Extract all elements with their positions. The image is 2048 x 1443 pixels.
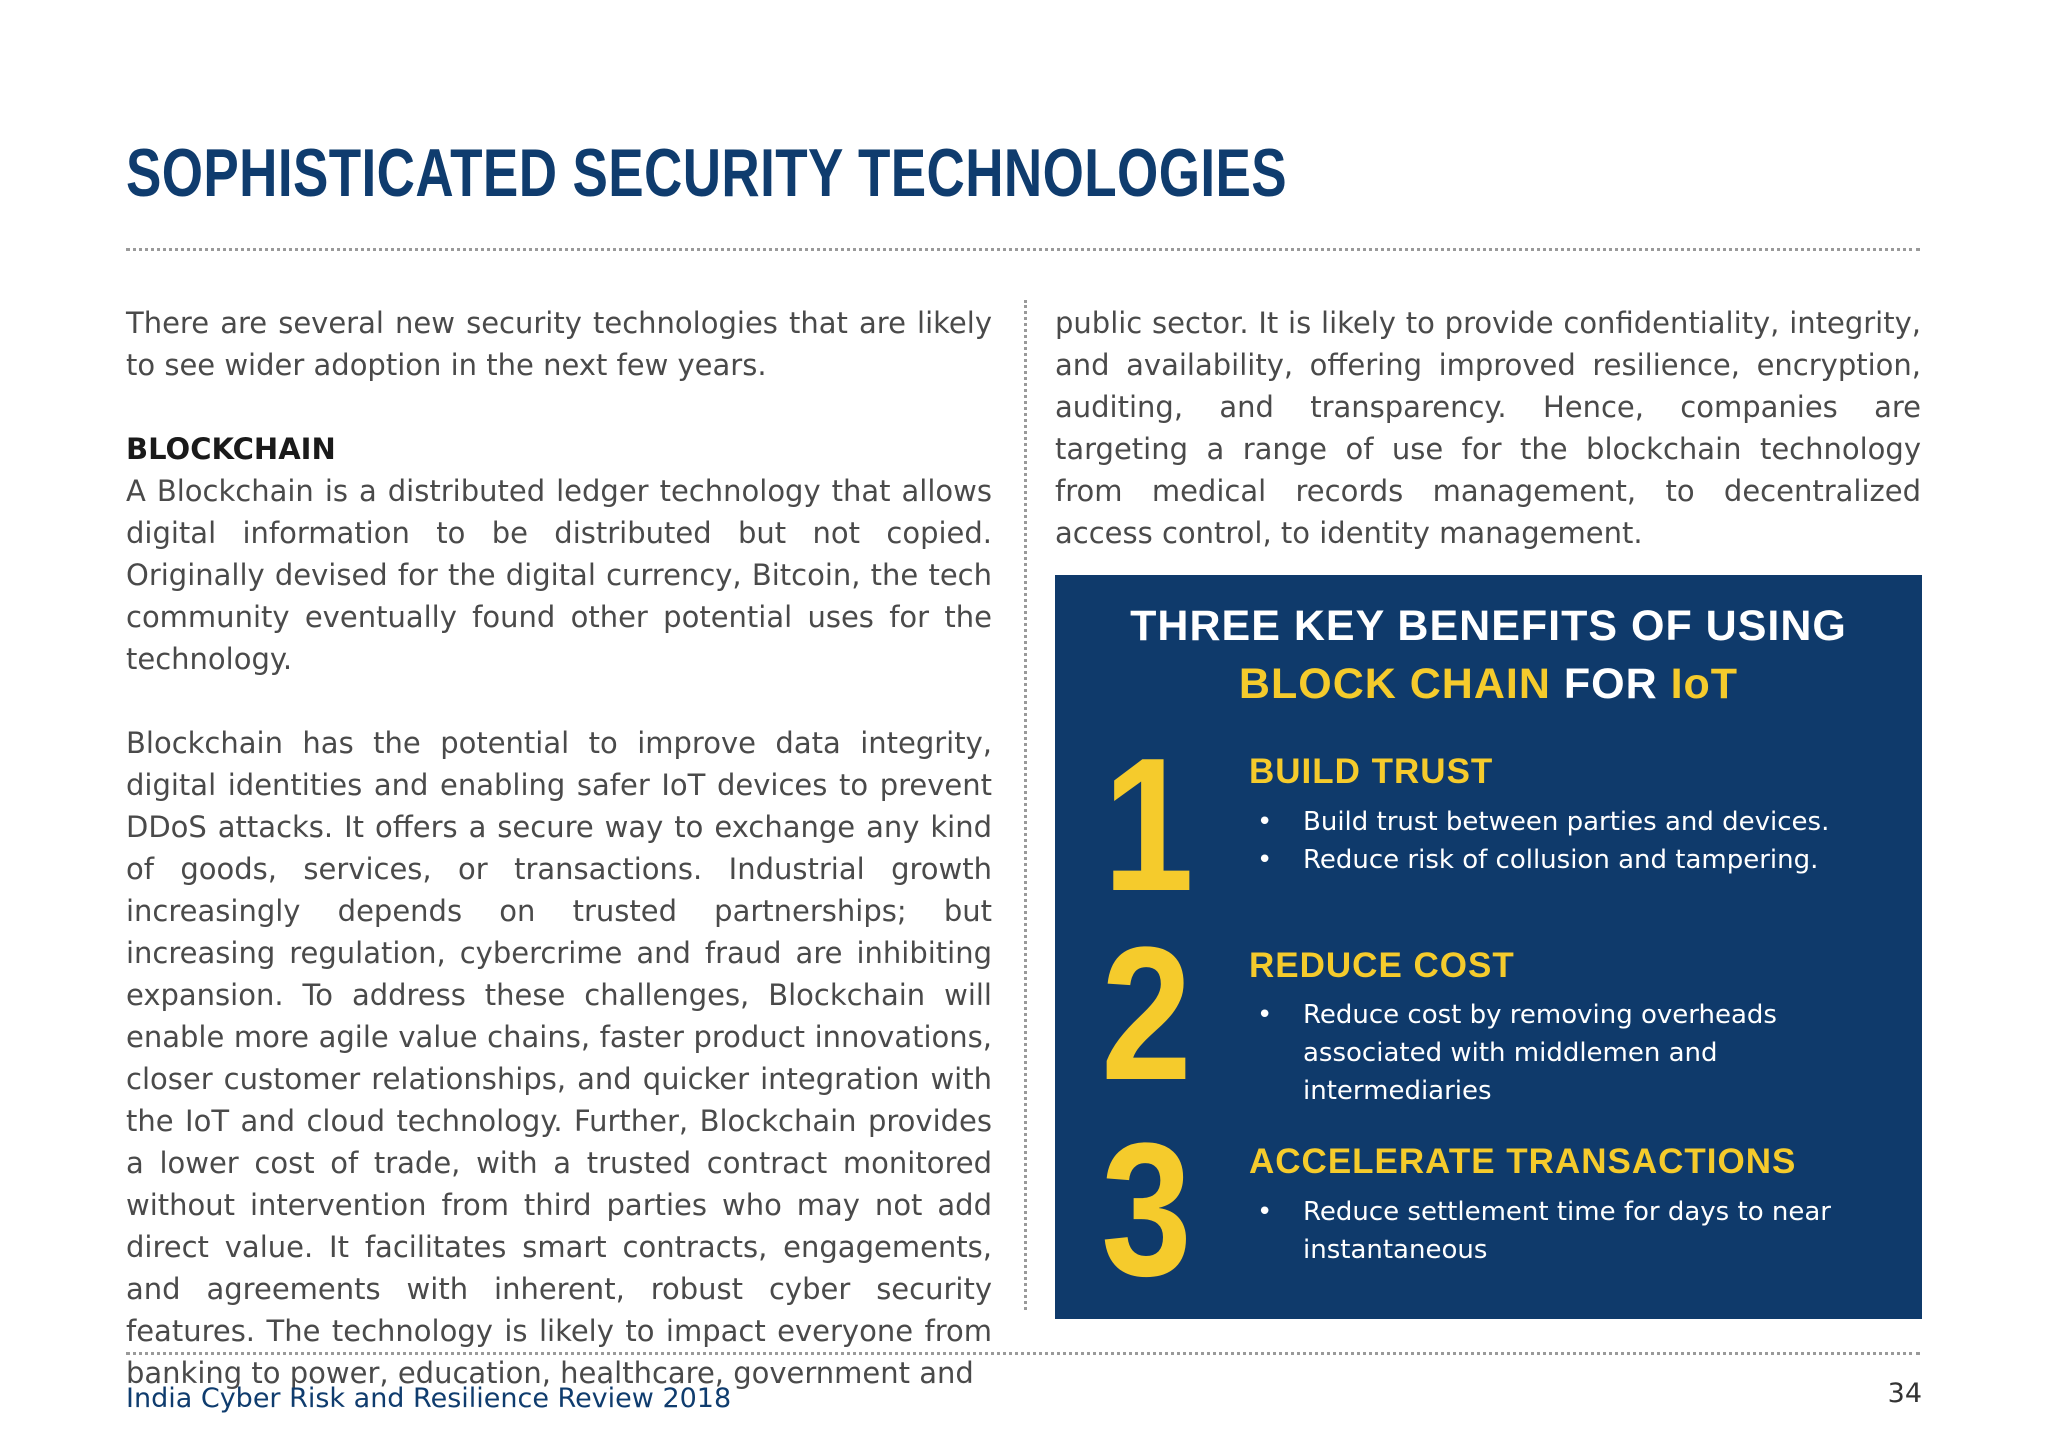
- benefit-heading-accelerate-transactions: ACCELERATE TRANSACTIONS: [1249, 1142, 1797, 1181]
- bottom-dotted-divider: [126, 1352, 1920, 1355]
- benefit-number-2: 2: [1101, 908, 1192, 1120]
- benefits-title-iot: IoT: [1670, 660, 1739, 708]
- benefit-heading-reduce-cost: REDUCE COST: [1249, 946, 1515, 985]
- right-text-column: [1055, 302, 1921, 554]
- bullet-icon: •: [1257, 1197, 1273, 1227]
- benefits-title: [1055, 597, 1922, 713]
- bullet-icon: •: [1257, 1000, 1273, 1030]
- footer-publication-title: India Cyber Risk and Resilience Review 2018: [126, 1383, 732, 1414]
- benefit-list-build-trust: [1249, 803, 1889, 879]
- benefit-number-1: 1: [1103, 719, 1194, 931]
- page-number: 34: [1887, 1378, 1922, 1409]
- benefit-list-accelerate-transactions: [1249, 1193, 1889, 1269]
- bullet-icon: •: [1257, 845, 1273, 875]
- blockchain-definition-paragraph: A Blockchain is a distributed ledger technology that allows digital information to be distributed but not copied. Originally devised for the digital currency, Bitcoin, the tech community eventually found other potential uses for the technology.: [126, 474, 992, 676]
- benefits-box: [1055, 575, 1922, 1319]
- page-title: SOPHISTICATED SECURITY TECHNOLOGIES: [126, 135, 1288, 211]
- benefit-number-3: 3: [1101, 1104, 1192, 1316]
- left-text-column: [126, 302, 992, 1394]
- benefit-bullet: • Reduce risk of collusion and tampering.: [1249, 841, 1889, 879]
- intro-paragraph: There are several new security technologies that are likely to see wider adoption in the next few years.: [126, 306, 992, 382]
- blockchain-heading: BLOCKCHAIN: [126, 432, 336, 466]
- bullet-icon: •: [1257, 807, 1273, 837]
- benefit-list-reduce-cost: [1249, 996, 1889, 1110]
- benefit-bullet: • Build trust between parties and devices.: [1249, 803, 1889, 841]
- benefit-heading-build-trust: BUILD TRUST: [1249, 752, 1494, 791]
- benefit-bullet: • Reduce cost by removing overheads associated with middlemen and intermediaries: [1249, 996, 1889, 1110]
- benefits-title-for: FOR: [1550, 660, 1671, 708]
- paragraph-spacer: [126, 386, 992, 428]
- paragraph-spacer: [126, 680, 992, 722]
- column-dotted-divider: [1024, 300, 1027, 1310]
- top-dotted-divider: [126, 248, 1920, 251]
- benefits-title-blockchain: BLOCK CHAIN: [1238, 660, 1551, 708]
- public-sector-paragraph: public sector. It is likely to provide confidentiality, integrity, and availability, offering improved resilience, encryption, auditing, and transparency. Hence, companies are targeting a range of use for the blockchain technology from medical records management, to decentralized access control, to identity management.: [1055, 306, 1921, 550]
- benefit-bullet: • Reduce settlement time for days to near instantaneous: [1249, 1193, 1889, 1269]
- benefits-title-line1: THREE KEY BENEFITS OF USING: [1130, 602, 1847, 650]
- blockchain-potential-paragraph: Blockchain has the potential to improve data integrity, digital identities and enabling safer IoT devices to prevent DDoS attacks. It offers a secure way to exchange any kind of goods, services, or transactions. Industrial growth increasingly depends on trusted partnerships; but increasing regulation, cybercrime and fraud are inhibiting expansion. To address these challenges, Blockchain will enable more agile value chains, faster product innovations, closer customer relationships, and quicker integration with the IoT and cloud technology. Further, Blockchain provides a lower cost of trade, with a trusted contract monitored without intervention from third parties who may not add direct value. It facilitates smart contracts, engagements, and agreements with inherent, robust cyber security features. The technology is likely to impact everyone from banking to power, education, healthcare, government and: [126, 726, 992, 1390]
